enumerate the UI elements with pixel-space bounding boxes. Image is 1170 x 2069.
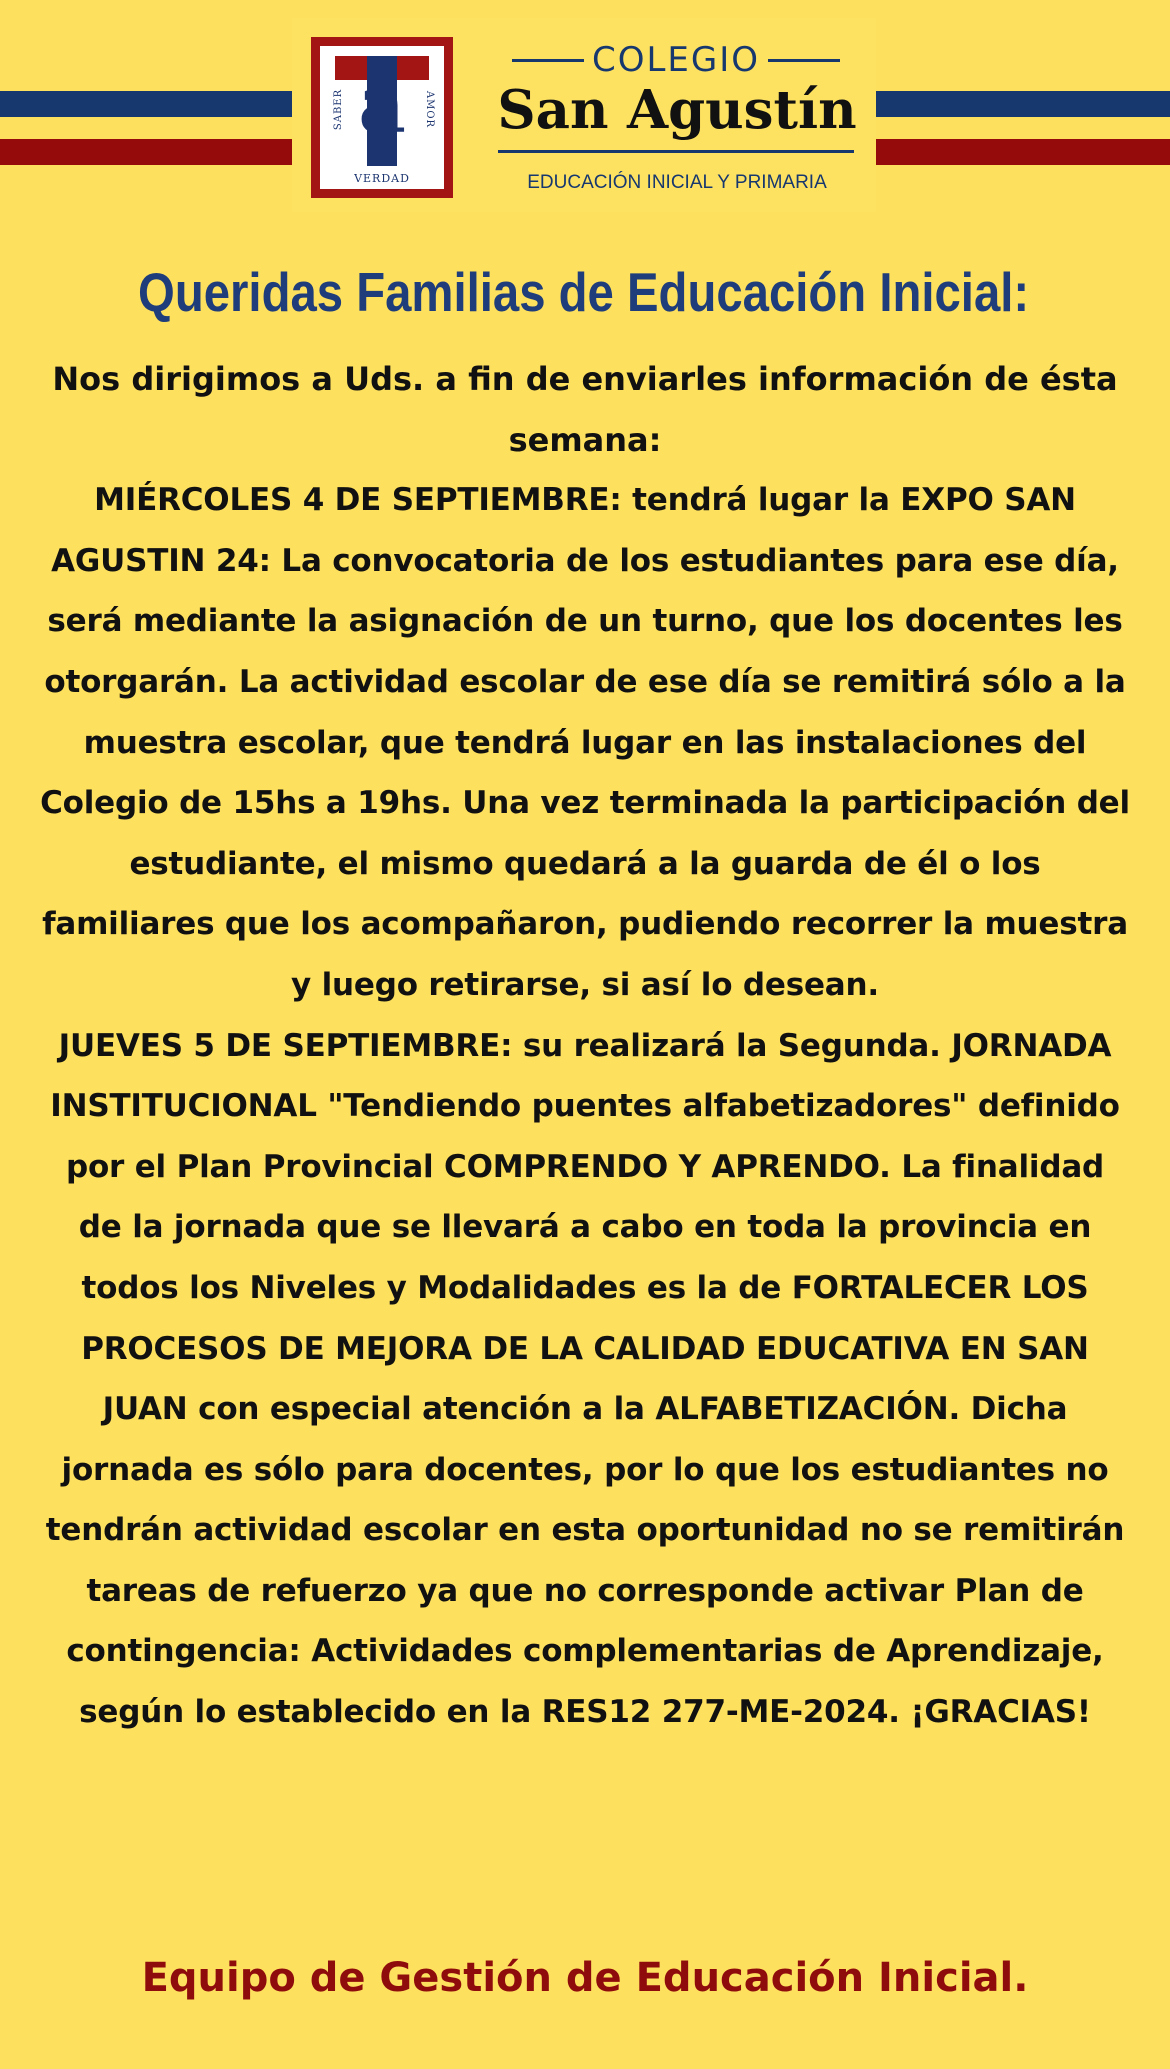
divider-line (498, 150, 854, 153)
divider-line (512, 59, 584, 62)
crest-letter: a (357, 57, 407, 152)
colegio-label: COLEGIO (591, 40, 761, 80)
school-logo (292, 18, 876, 212)
crest-left-word: SABER (333, 88, 345, 131)
crest-bottom-word: VERDAD (354, 172, 410, 185)
red-stripe-right (876, 139, 1170, 165)
blue-stripe-left (0, 91, 292, 117)
thursday-paragraph: JUEVES 5 DE SEPTIEMBRE: su realizará la Segunda. JORNADA INSTITUCIONAL "Tendiendo puentes alfabetizadores" definido por el Plan Provincial COMPRENDO Y APRENDO. La finalidad de la jornada que se llevará a cabo en toda la provincia en todos los Niveles y Modalidades es la de FORTALECER LOS PROCESOS DE MEJORA DE LA CALIDAD EDUCATIVA EN SAN JUAN con especial atención a la ALFABETIZACIÓN. Dicha jornada es sólo para docentes, por lo que los estudiantes no tendrán actividad escolar en esta oportunidad no se remitirán tareas de refuerzo ya que no corresponde activar Plan de contingencia: Actividades complementarias de Aprendizaje, según lo establecido en la RES12 277-ME-2024. ¡GRACIAS! (45, 1027, 1125, 1731)
divider-line (768, 59, 840, 62)
school-name: San Agustín (497, 79, 857, 141)
crest-right-word: AMOR (423, 90, 435, 129)
wednesday-paragraph: MIÉRCOLES 4 DE SEPTIEMBRE: tendrá lugar la EXPO SAN AGUSTIN 24: La convocatoria de los estudiantes para ese día, será mediante la asignación de un turno, que los docentes les otorgarán. La actividad escolar de ese día se remitirá sólo a la muestra escolar, que tendrá lugar en las instalaciones del Colegio de 15hs a 19hs. Una vez terminada la participación del estudiante, el mismo quedará a la guarda de él o los familiares que los acompañaron, pudiendo recorrer la muestra y luego retirarse, si así lo desean. (40, 482, 1130, 1003)
colegio-label-row (498, 38, 854, 82)
blue-stripe-right (876, 91, 1170, 117)
signature: Equipo de Gestión de Educación Inicial. (141, 1955, 1029, 2001)
red-stripe-left (0, 139, 292, 165)
intro-paragraph: Nos dirigimos a Uds. a fin de enviarles información de ésta semana: (52, 360, 1118, 459)
letter-body (40, 349, 1130, 1743)
school-level: EDUCACIÓN INICIAL Y PRIMARIA (527, 172, 827, 193)
school-crest-icon (311, 37, 453, 198)
greeting-heading: Queridas Familias de Educación Inicial: (138, 261, 1030, 323)
